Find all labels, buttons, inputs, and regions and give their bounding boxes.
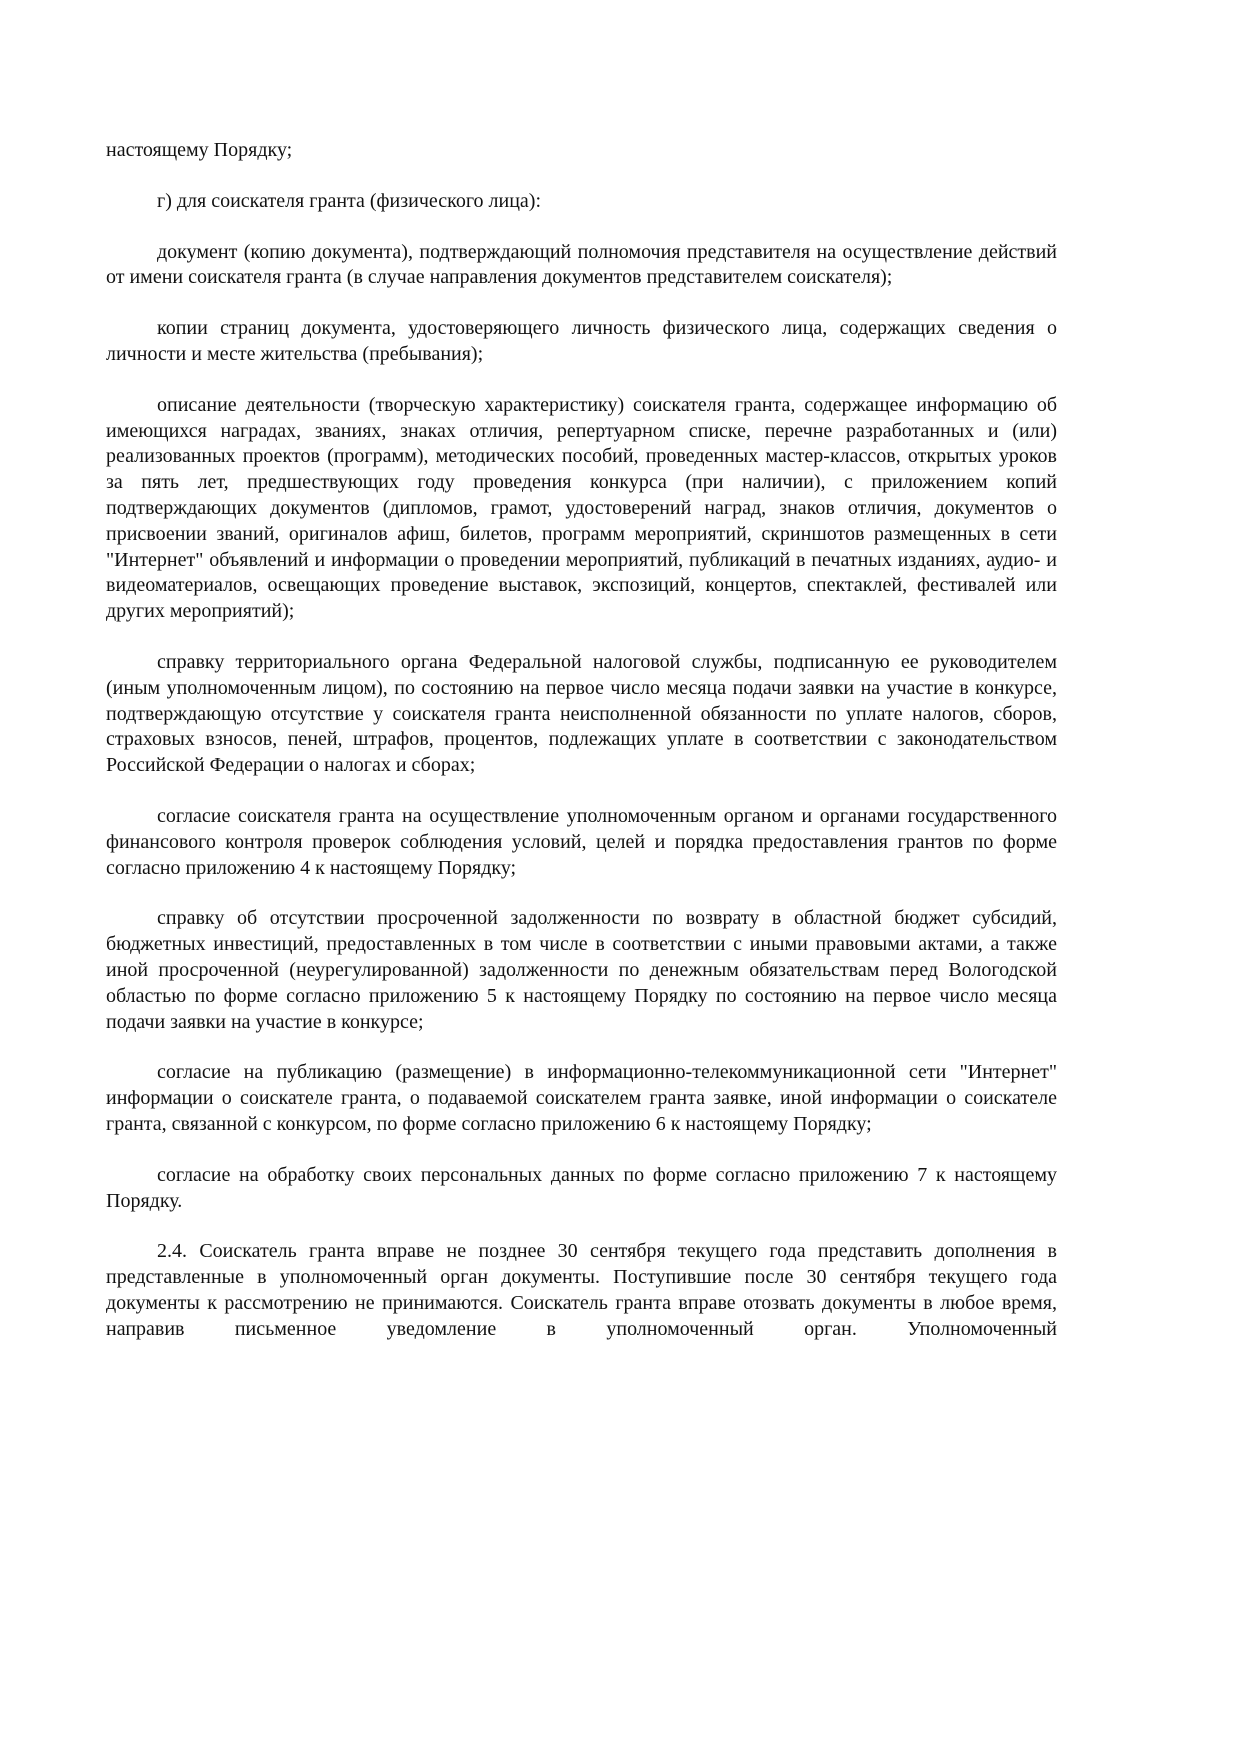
paragraph-section-2-4: 2.4. Соискатель гранта вправе не позднее 30 сентября текущего года представить дополнения в представленные в уполномоченный орган документы. Поступившие после 30 сентября текущего года документы к рассмотрению не принимаются. Соискатель гранта вправе отозвать документы в любое время, направив письменное уведомление в уполномоченный орган. Уполномоченный — [106, 1240, 1057, 1340]
paragraph-tax-certificate: справку территориального органа Федеральной налоговой службы, подписанную ее руководителем (иным уполномоченным лицом), по состоянию на первое число месяца подачи заявки на участие в конкурсе, подтверждающую отсутствие у соискателя гранта неисполненной обязанности по уплате налогов, сборов, страховых взносов, пеней, штрафов, процентов, подлежащих уплате в соответствии с законодательством Российской Федерации о налогах и сборах; — [106, 650, 1057, 777]
paragraph-identity-copies: копии страниц документа, удостоверяющего личность физического лица, содержащих сведения о личности и месте жительства (пребывания); — [106, 317, 1057, 365]
paragraph-subitem-g: г) для соискателя гранта (физического лица): — [157, 189, 542, 212]
paragraph-continuation: настоящему Порядку; — [106, 139, 293, 161]
document-page — [106, 138, 1057, 1367]
paragraph-representative-document: документ (копию документа), подтверждающий полномочия представителя на осуществление действий от имени соискателя гранта (в случае направления документов представителем соискателя); — [106, 240, 1057, 289]
paragraph-debt-certificate: справку об отсутствии просроченной задолженности по возврату в областной бюджет субсидий, бюджетных инвестиций, предоставленных в том числе в соответствии с иными правовыми актами, а также иной просроченной (неурегулированной) задолженности по денежным обязательствам перед Вологодской областью по форме согласно приложению 5 к настоящему Порядку по состоянию на первое число месяца подачи заявки на участие в конкурсе; — [106, 907, 1057, 1033]
paragraph-activity-description: описание деятельности (творческую характеристику) соискателя гранта, содержащее информацию об имеющихся наградах, званиях, знаках отличия, репертуарном списке, перечне разработанных и (или) реализованных проектов (программ), методических пособий, проведенных мастер-классов, открытых уроков за пять лет, предшествующих году проведения конкурса (при наличии), с приложением копий подтверждающих документов (дипломов, грамот, удостоверений наград, знаков отличия, документов о присвоении званий, оригиналов афиш, билетов, программ мероприятий, скриншотов размещенных в сети "Интернет" объявлений и информации о проведении мероприятий, публикаций в печатных изданиях, аудио- и видеоматериалов, освещающих проведение выставок, экспозиций, концертов, спектаклей, фестивалей или других мероприятий); — [106, 393, 1057, 623]
paragraph-publication-consent: согласие на публикацию (размещение) в информационно-телекоммуникационной сети "Интернет" информации о соискателе гранта, о подаваемой соискателем гранта заявке, иной информации о соискателе гранта, связанной с конкурсом, по форме согласно приложению 6 к настоящему Порядку; — [106, 1061, 1057, 1135]
paragraph-personal-data-consent: согласие на обработку своих персональных данных по форме согласно приложению 7 к настоящему Порядку. — [106, 1163, 1057, 1212]
paragraph-inspection-consent: согласие соискателя гранта на осуществление уполномоченным органом и органами государственного финансового контроля проверок соблюдения условий, целей и порядка предоставления грантов по форме согласно приложению 4 к настоящему Порядку; — [106, 804, 1057, 879]
